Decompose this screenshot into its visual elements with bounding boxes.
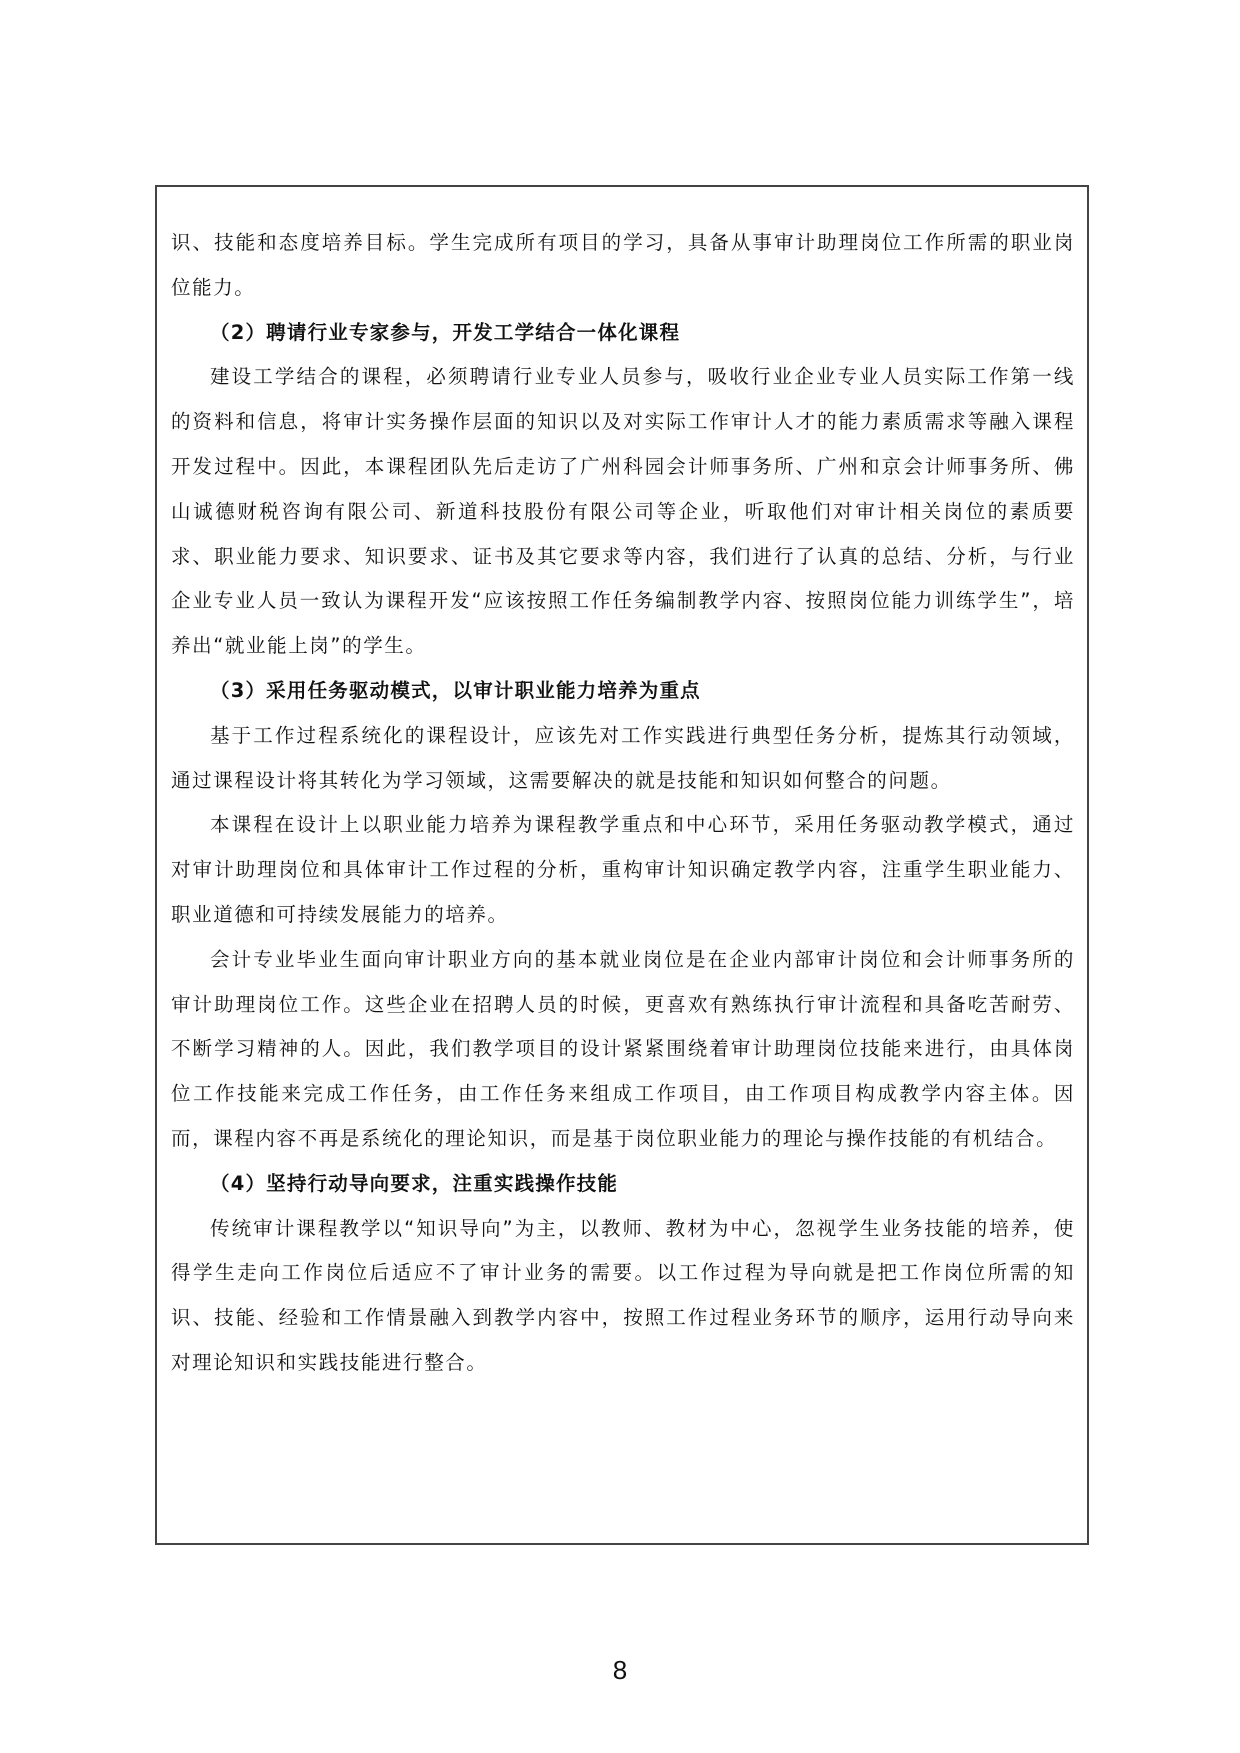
paragraph-industry-experts: 建设工学结合的课程，必须聘请行业专业人员参与，吸收行业企业专业人员实际工作第一线的资料和信息，将审计实务操作层面的知识以及对实际工作审计人才的能力素质需求等融入课程开发过程中。因此，本课程团队先后走访了广州科园会计师事务所、广州和京会计师事务所、佛山诚德财税咨询有限公司、新道科技股份有限公司等企业，听取他们对审计相关岗位的素质要求、职业能力要求、知识要求、证书及其它要求等内容，我们进行了认真的总结、分析，与行业企业专业人员一致认为课程开发“应该按照工作任务编制教学内容、按照岗位能力训练学生”，培养出“就业能上岗”的学生。: [171, 365, 1075, 658]
section-heading-2: （2）聘请行业专家参与，开发工学结合一体化课程: [210, 320, 681, 344]
page-number: 8: [612, 1655, 628, 1685]
section-heading-4: （4）坚持行动导向要求，注重实践操作技能: [210, 1171, 619, 1195]
paragraph-task-driven: 本课程在设计上以职业能力培养为课程教学重点和中心环节，采用任务驱动教学模式，通过对审计助理岗位和具体审计工作过程的分析，重构审计知识确定教学内容，注重学生职业能力、职业道德和可持续发展能力的培养。: [171, 813, 1075, 926]
paragraph-action-oriented: 传统审计课程教学以“知识导向”为主，以教师、教材为中心，忽视学生业务技能的培养，使得学生走向工作岗位后适应不了审计业务的需要。以工作过程为导向就是把工作岗位所需的知识、技能、经验和工作情景融入到教学内容中，按照工作过程业务环节的顺序，运用行动导向来对理论知识和实践技能进行整合。: [171, 1216, 1075, 1374]
paragraph-continuation: 识、技能和态度培养目标。学生完成所有项目的学习，具备从事审计助理岗位工作所需的职业岗位能力。: [171, 231, 1075, 299]
document-body-frame: [155, 185, 1089, 1545]
paragraph-course-design: 基于工作过程系统化的课程设计，应该先对工作实践进行典型任务分析，提炼其行动领域，通过课程设计将其转化为学习领域，这需要解决的就是技能和知识如何整合的问题。: [171, 723, 1075, 792]
section-heading-3: （3）采用任务驱动模式，以审计职业能力培养为重点: [210, 678, 701, 702]
paragraph-employment-positions: 会计专业毕业生面向审计职业方向的基本就业岗位是在企业内部审计岗位和会计师事务所的审计助理岗位工作。这些企业在招聘人员的时候，更喜欢有熟练执行审计流程和具备吃苦耐劳、不断学习精神的人。因此，我们教学项目的设计紧紧围绕着审计助理岗位技能来进行，由具体岗位工作技能来完成工作任务，由工作任务来组成工作项目，由工作项目构成教学内容主体。因而，课程内容不再是系统化的理论知识，而是基于岗位职业能力的理论与操作技能的有机结合。: [171, 947, 1075, 1150]
